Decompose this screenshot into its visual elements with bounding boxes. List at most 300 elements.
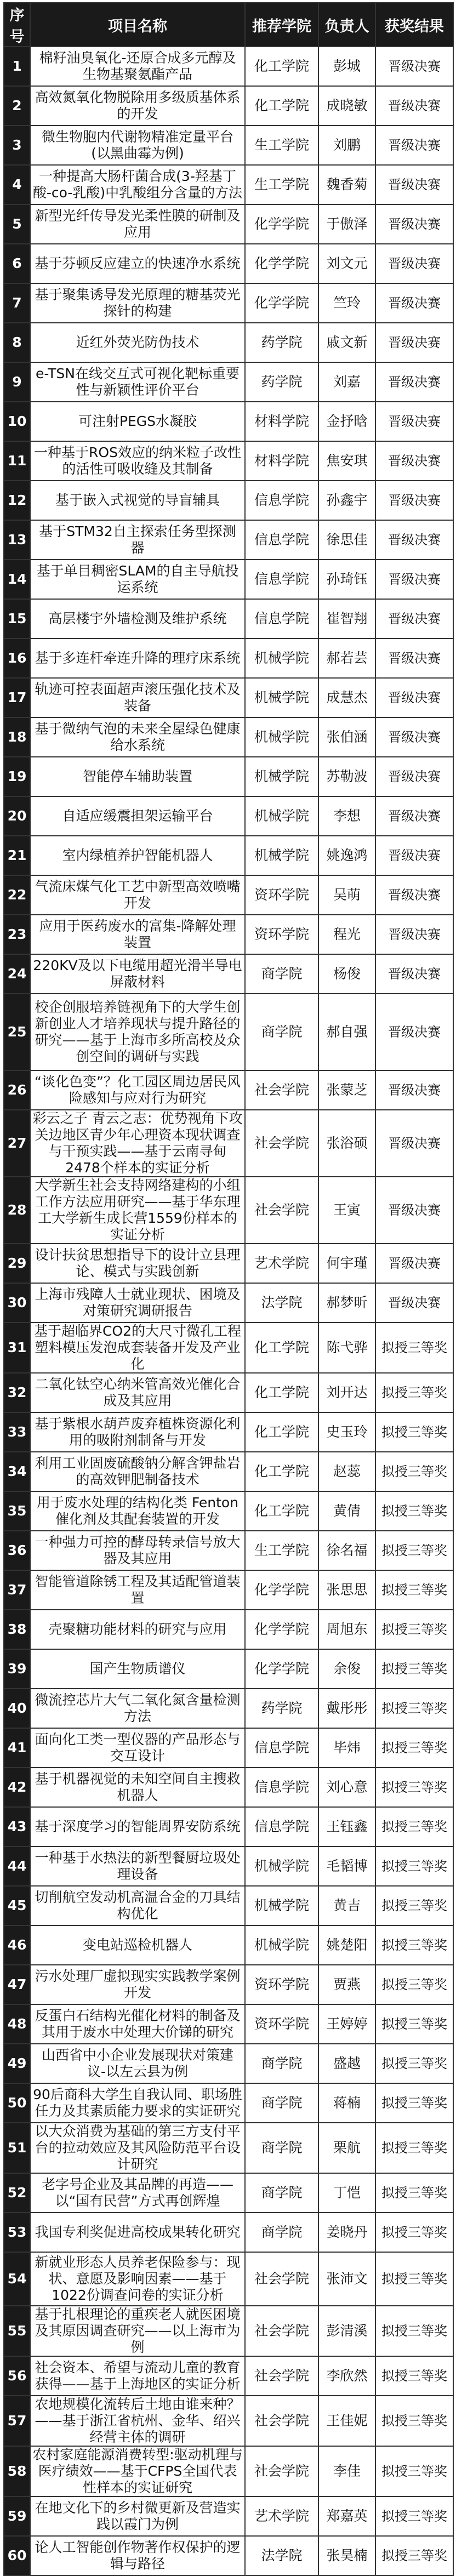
row-college: 社会学院: [245, 1070, 318, 1110]
row-result: 拟授三等奖: [375, 1531, 453, 1570]
row-project: 棉籽油臭氧化-还原合成多元醇及生物基聚氨酯产品: [30, 47, 245, 86]
row-leader: 王钰鑫: [318, 1807, 375, 1846]
row-project: 90后商科大学生自我认同、职场胜任力及其素质能力要求的实证研究: [30, 2083, 245, 2123]
row-college: 社会学院: [245, 2306, 318, 2356]
row-no: 58: [4, 2446, 30, 2497]
row-leader: 张思思: [318, 1570, 375, 1610]
table-row: [4, 47, 453, 86]
row-college: 化学学院: [245, 1570, 318, 1610]
row-leader: 李欣然: [318, 2356, 375, 2396]
row-project: 应用于医药废水的富集-降解处理装置: [30, 915, 245, 954]
row-result: 晋级决赛: [375, 1244, 453, 1283]
row-project: 近红外荧光防伪技术: [30, 323, 245, 362]
row-result: 晋级决赛: [375, 678, 453, 717]
row-result: 晋级决赛: [375, 481, 453, 520]
table-row: [4, 1886, 453, 1925]
row-leader: 刘开达: [318, 1373, 375, 1412]
row-no: 47: [4, 1965, 30, 2004]
row-college: 药学院: [245, 362, 318, 402]
row-no: 19: [4, 757, 30, 796]
table-row: [4, 1807, 453, 1846]
row-leader: 姜晓丹: [318, 2213, 375, 2252]
row-result: 拟授三等奖: [375, 1649, 453, 1689]
row-no: 46: [4, 1925, 30, 1965]
row-project: 高层楼宇外墙检测及维护系统: [30, 599, 245, 639]
row-result: 晋级决赛: [375, 1177, 453, 1244]
row-leader: 黄吉: [318, 1886, 375, 1925]
header-project: 项目名称: [30, 3, 245, 47]
row-result: 晋级决赛: [375, 639, 453, 678]
table-row: [4, 204, 453, 244]
row-no: 53: [4, 2213, 30, 2252]
row-college: 机械学院: [245, 678, 318, 717]
row-project: 基于多连杆牵连升降的理疗床系统: [30, 639, 245, 678]
row-project: 设计扶贫思想指导下的设计立县理论、模式与实践创新: [30, 1244, 245, 1283]
row-no: 60: [4, 2536, 30, 2575]
row-no: 35: [4, 1491, 30, 1531]
table-row: [4, 1965, 453, 2004]
table-row: [4, 1768, 453, 1807]
row-leader: 蒋楠: [318, 2083, 375, 2123]
row-project: 反蛋白石结构光催化材料的制备及其用于废水中处理大价锑的研究: [30, 2004, 245, 2044]
table-row: [4, 1323, 453, 1373]
table-row: [4, 2396, 453, 2446]
row-no: 2: [4, 86, 30, 126]
row-college: 材料学院: [245, 402, 318, 441]
table-row: [4, 560, 453, 599]
row-result: 晋级决赛: [375, 520, 453, 560]
table-row: [4, 1610, 453, 1649]
row-leader: 史玉玲: [318, 1412, 375, 1452]
row-no: 6: [4, 244, 30, 283]
row-no: 36: [4, 1531, 30, 1570]
table-row: [4, 2446, 453, 2497]
row-result: 晋级决赛: [375, 283, 453, 323]
table-row: [4, 2536, 453, 2575]
row-project: 新型光纤传导发光柔性膜的研制及应用: [30, 204, 245, 244]
row-project: 智能管道除锈工程及其适配管道装置: [30, 1570, 245, 1610]
row-result: 晋级决赛: [375, 126, 453, 165]
table-row: [4, 2173, 453, 2213]
row-no: 8: [4, 323, 30, 362]
table-row: [4, 1110, 453, 1177]
row-result: 拟授三等奖: [375, 2446, 453, 2497]
table-row: [4, 757, 453, 796]
row-project: 基于单目稠密SLAM的自主导航投运系统: [30, 560, 245, 599]
row-college: 社会学院: [245, 2356, 318, 2396]
award-table: [3, 2, 454, 2576]
row-no: 54: [4, 2252, 30, 2306]
row-project: 校企创服培养链视角下的大学生创新创业人才培养现状与提升路径的研究——基于上海市多所高校及众创空间的调研与实践: [30, 994, 245, 1070]
row-project: 基于芬顿反应建立的快速净水系统: [30, 244, 245, 283]
row-no: 3: [4, 126, 30, 165]
row-leader: 戚文新: [318, 323, 375, 362]
row-no: 18: [4, 717, 30, 757]
row-no: 24: [4, 954, 30, 994]
table-row: [4, 2356, 453, 2396]
table-row: [4, 2004, 453, 2044]
row-leader: 王佳妮: [318, 2396, 375, 2446]
row-college: 材料学院: [245, 441, 318, 481]
row-project: 社会资本、希望与流动儿童的教育获得——基于上海地区的实证分析: [30, 2356, 245, 2396]
row-project: 大学新生社会支持网络建构的小组工作方法应用研究——基于华东理工大学新生成长营1559份样本的实证分析: [30, 1177, 245, 1244]
row-project: 变电站巡检机器人: [30, 1925, 245, 1965]
row-leader: 戴彤彤: [318, 1689, 375, 1728]
row-no: 56: [4, 2356, 30, 2396]
row-college: 化学学院: [245, 204, 318, 244]
row-no: 40: [4, 1689, 30, 1728]
row-no: 37: [4, 1570, 30, 1610]
row-no: 43: [4, 1807, 30, 1846]
row-project: 在地文化下的乡村微更新及营造实践以霞门为例: [30, 2497, 245, 2536]
row-project: 老字号企业及其品牌的再造——以“国有民营”方式再创辉煌: [30, 2173, 245, 2213]
row-college: 社会学院: [245, 2252, 318, 2306]
row-project: 污水处理厂虚拟现实实践教学案例开发: [30, 1965, 245, 2004]
row-no: 48: [4, 2004, 30, 2044]
row-leader: 魏香菊: [318, 165, 375, 204]
row-no: 15: [4, 599, 30, 639]
row-leader: 姚楚阳: [318, 1925, 375, 1965]
table-row: [4, 2083, 453, 2123]
row-no: 11: [4, 441, 30, 481]
table-row: [4, 1925, 453, 1965]
table-row: [4, 520, 453, 560]
row-project: 基于超临界CO2的大尺寸微孔工程塑料模压发泡成套装备开发及产业化: [30, 1323, 245, 1373]
row-result: 拟授三等奖: [375, 1412, 453, 1452]
table-row: [4, 1452, 453, 1491]
row-project: 面向化工类一型仪器的产品形态与交互设计: [30, 1728, 245, 1768]
row-leader: 姚逸鸿: [318, 836, 375, 875]
table-row: [4, 2123, 453, 2173]
row-project: 我国专利奖促进高校成果转化研究: [30, 2213, 245, 2252]
table-body: [4, 47, 453, 2575]
row-project: 新就业形态人员养老保险参与：现状、意愿及影响因素——基于1022份调查问卷的实证分析: [30, 2252, 245, 2306]
row-college: 药学院: [245, 323, 318, 362]
row-project: 基于紫根水葫芦废弃植株资源化利用的吸附剂制备与开发: [30, 1412, 245, 1452]
row-project: 论人工智能创作物著作权保护的逻辑与路径: [30, 2536, 245, 2575]
row-result: 拟授三等奖: [375, 1610, 453, 1649]
row-college: 机械学院: [245, 1886, 318, 1925]
table-row: [4, 244, 453, 283]
row-result: 拟授三等奖: [375, 1323, 453, 1373]
row-leader: 栗航: [318, 2123, 375, 2173]
row-result: 拟授三等奖: [375, 1965, 453, 2004]
row-college: 化学学院: [245, 244, 318, 283]
table-row: [4, 599, 453, 639]
row-college: 商学院: [245, 994, 318, 1070]
row-result: 拟授三等奖: [375, 2123, 453, 2173]
row-project: 农地规模化流转后土地由谁来种？——基于浙江省杭州、金华、绍兴经营主体的调研: [30, 2396, 245, 2446]
row-result: 拟授三等奖: [375, 2306, 453, 2356]
row-result: 晋级决赛: [375, 717, 453, 757]
row-result: 晋级决赛: [375, 362, 453, 402]
row-no: 34: [4, 1452, 30, 1491]
row-leader: 刘鹏: [318, 126, 375, 165]
row-college: 艺术学院: [245, 1244, 318, 1283]
table-row: [4, 836, 453, 875]
row-result: 晋级决赛: [375, 323, 453, 362]
row-result: 晋级决赛: [375, 204, 453, 244]
row-result: 拟授三等奖: [375, 1689, 453, 1728]
row-no: 59: [4, 2497, 30, 2536]
row-result: 拟授三等奖: [375, 1925, 453, 1965]
row-college: 信息学院: [245, 599, 318, 639]
row-college: 化工学院: [245, 1452, 318, 1491]
row-result: 拟授三等奖: [375, 2536, 453, 2575]
table-row: [4, 1531, 453, 1570]
row-project: 基于STM32自主探索任务型探测器: [30, 520, 245, 560]
row-project: 220KV及以下电缆用超光滑半导电屏蔽材料: [30, 954, 245, 994]
row-leader: 张蒙芝: [318, 1070, 375, 1110]
table-row: [4, 1244, 453, 1283]
row-leader: 周旭东: [318, 1610, 375, 1649]
row-no: 22: [4, 875, 30, 915]
row-project: 室内绿植养护智能机器人: [30, 836, 245, 875]
row-college: 法学院: [245, 2536, 318, 2575]
row-project: 轨迹可控表面超声滚压强化技术及装备: [30, 678, 245, 717]
row-project: 利用工业固废硫酸钠分解含钾盐岩的高效钾肥制备技术: [30, 1452, 245, 1491]
table-row: [4, 1412, 453, 1452]
row-college: 信息学院: [245, 481, 318, 520]
header-result: 获奖结果: [375, 3, 453, 47]
row-college: 信息学院: [245, 560, 318, 599]
row-no: 17: [4, 678, 30, 717]
table-row: [4, 717, 453, 757]
row-college: 商学院: [245, 954, 318, 994]
row-project: 二氧化钛空心纳米管高效光催化合成及其应用: [30, 1373, 245, 1412]
row-college: 社会学院: [245, 1177, 318, 1244]
row-result: 晋级决赛: [375, 836, 453, 875]
row-no: 1: [4, 47, 30, 86]
row-college: 机械学院: [245, 757, 318, 796]
row-leader: 陈弋骅: [318, 1323, 375, 1373]
row-leader: 王婷婷: [318, 2004, 375, 2044]
row-leader: 何宇瑾: [318, 1244, 375, 1283]
row-project: 农村家庭能源消费转型:驱动机理与医疗绩效——基于CFPS全国代表性样本的实证研究: [30, 2446, 245, 2497]
row-project: 基于微纳气泡的未来全屋绿色健康给水系统: [30, 717, 245, 757]
row-leader: 孙琦钰: [318, 560, 375, 599]
row-leader: 郝若芸: [318, 639, 375, 678]
row-project: 壳聚糖功能材料的研究与应用: [30, 1610, 245, 1649]
row-no: 14: [4, 560, 30, 599]
row-result: 晋级决赛: [375, 1070, 453, 1110]
table-row: [4, 126, 453, 165]
row-project: 一种基于ROS效应的纳米粒子改性的活性可吸收缝及其制备: [30, 441, 245, 481]
row-college: 资环学院: [245, 875, 318, 915]
table-row: [4, 323, 453, 362]
row-leader: 王寅: [318, 1177, 375, 1244]
row-project: 一种基于水热法的新型餐厨垃圾处理设备: [30, 1846, 245, 1886]
table-row: [4, 2497, 453, 2536]
row-result: 拟授三等奖: [375, 2497, 453, 2536]
table-row: [4, 994, 453, 1070]
row-no: 49: [4, 2044, 30, 2083]
row-leader: 贾燕: [318, 1965, 375, 2004]
row-college: 机械学院: [245, 836, 318, 875]
row-college: 社会学院: [245, 1110, 318, 1177]
row-leader: 徐思佳: [318, 520, 375, 560]
row-no: 5: [4, 204, 30, 244]
row-college: 化学学院: [245, 1610, 318, 1649]
row-result: 晋级决赛: [375, 1283, 453, 1323]
row-leader: 丁恺: [318, 2173, 375, 2213]
row-college: 商学院: [245, 2044, 318, 2083]
row-result: 晋级决赛: [375, 875, 453, 915]
row-leader: 成晓敏: [318, 86, 375, 126]
row-no: 7: [4, 283, 30, 323]
row-college: 化工学院: [245, 1373, 318, 1412]
row-project: 气流床煤气化工艺中新型高效喷嘴开发: [30, 875, 245, 915]
row-result: 晋级决赛: [375, 796, 453, 836]
row-result: 拟授三等奖: [375, 2044, 453, 2083]
table-row: [4, 1846, 453, 1886]
row-college: 化学学院: [245, 283, 318, 323]
row-leader: 杨俊: [318, 954, 375, 994]
row-leader: 毕炜: [318, 1728, 375, 1768]
row-result: 拟授三等奖: [375, 1452, 453, 1491]
row-project: 基于机器视觉的未知空间自主搜救机器人: [30, 1768, 245, 1807]
table-row: [4, 165, 453, 204]
row-college: 机械学院: [245, 1846, 318, 1886]
row-leader: 吴萌: [318, 875, 375, 915]
row-result: 拟授三等奖: [375, 2356, 453, 2396]
table-row: [4, 875, 453, 915]
row-no: 45: [4, 1886, 30, 1925]
table-row: [4, 2252, 453, 2306]
row-no: 13: [4, 520, 30, 560]
row-no: 55: [4, 2306, 30, 2356]
row-result: 拟授三等奖: [375, 1846, 453, 1886]
row-leader: 徐名福: [318, 1531, 375, 1570]
row-leader: 焦安琪: [318, 441, 375, 481]
row-college: 信息学院: [245, 1728, 318, 1768]
row-leader: 毛韬博: [318, 1846, 375, 1886]
table-row: [4, 1283, 453, 1323]
row-project: 山西省中小企业发展现状对策建议-以左云县为例: [30, 2044, 245, 2083]
row-college: 生工学院: [245, 1531, 318, 1570]
row-leader: 郝梦昕: [318, 1283, 375, 1323]
table-row: [4, 1570, 453, 1610]
row-college: 化工学院: [245, 47, 318, 86]
row-no: 10: [4, 402, 30, 441]
table-row: [4, 2306, 453, 2356]
row-college: 信息学院: [245, 1807, 318, 1846]
row-no: 4: [4, 165, 30, 204]
row-project: “谈化色变”？化工园区周边居民风险感知与应对行为研究: [30, 1070, 245, 1110]
row-no: 21: [4, 836, 30, 875]
table-row: [4, 915, 453, 954]
row-result: 拟授三等奖: [375, 1886, 453, 1925]
row-project: 国产生物质谱仪: [30, 1649, 245, 1689]
table-row: [4, 1070, 453, 1110]
row-college: 化工学院: [245, 1323, 318, 1373]
row-leader: 郑嘉英: [318, 2497, 375, 2536]
row-result: 晋级决赛: [375, 994, 453, 1070]
row-college: 机械学院: [245, 1925, 318, 1965]
row-project: 上海市残障人士就业现状、困境及对策研究调研报告: [30, 1283, 245, 1323]
row-college: 资环学院: [245, 1965, 318, 2004]
row-no: 25: [4, 994, 30, 1070]
table-row: [4, 441, 453, 481]
row-result: 晋级决赛: [375, 560, 453, 599]
row-no: 42: [4, 1768, 30, 1807]
row-no: 57: [4, 2396, 30, 2446]
row-project: 以大众消费为基础的第三方支付平台的拉动效应及其风险防范平台设计研究: [30, 2123, 245, 2173]
row-college: 化工学院: [245, 86, 318, 126]
row-college: 信息学院: [245, 520, 318, 560]
row-leader: 孙鑫宇: [318, 481, 375, 520]
row-college: 商学院: [245, 2123, 318, 2173]
row-college: 资环学院: [245, 915, 318, 954]
row-leader: 彭清溪: [318, 2306, 375, 2356]
row-college: 机械学院: [245, 796, 318, 836]
row-college: 机械学院: [245, 639, 318, 678]
row-college: 信息学院: [245, 1768, 318, 1807]
row-result: 晋级决赛: [375, 441, 453, 481]
table-row: [4, 678, 453, 717]
row-no: 32: [4, 1373, 30, 1412]
row-result: 拟授三等奖: [375, 1373, 453, 1412]
row-no: 41: [4, 1728, 30, 1768]
table-row: [4, 1728, 453, 1768]
row-college: 商学院: [245, 2173, 318, 2213]
row-no: 27: [4, 1110, 30, 1177]
row-project: 自适应缓震担架运输平台: [30, 796, 245, 836]
row-project: 一种强力可控的酵母转录信号放大器及其应用: [30, 1531, 245, 1570]
table-row: [4, 2044, 453, 2083]
row-no: 39: [4, 1649, 30, 1689]
table-row: [4, 954, 453, 994]
row-project: 切削航空发动机高温合金的刀具结构优化: [30, 1886, 245, 1925]
row-project: 智能停车辅助装置: [30, 757, 245, 796]
row-no: 44: [4, 1846, 30, 1886]
row-leader: 赵蕊: [318, 1452, 375, 1491]
row-college: 化工学院: [245, 1491, 318, 1531]
row-no: 51: [4, 2123, 30, 2173]
table-row: [4, 362, 453, 402]
row-result: 拟授三等奖: [375, 2213, 453, 2252]
row-college: 生工学院: [245, 165, 318, 204]
row-college: 资环学院: [245, 2004, 318, 2044]
row-project: 高效氮氧化物脱除用多级质基体系的开发: [30, 86, 245, 126]
row-no: 29: [4, 1244, 30, 1283]
row-project: 基于聚集诱导发光原理的糖基荧光探针的构建: [30, 283, 245, 323]
table-row: [4, 86, 453, 126]
row-project: 微流控芯片大气二氧化氮含量检测方法: [30, 1689, 245, 1728]
header-college: 推荐学院: [245, 3, 318, 47]
row-no: 52: [4, 2173, 30, 2213]
table-row: [4, 1689, 453, 1728]
row-project: 一种提高大肠杆菌合成(3-羟基丁酸-co-乳酸)中乳酸组分含量的方法: [30, 165, 245, 204]
row-college: 药学院: [245, 1689, 318, 1728]
table-row: [4, 1491, 453, 1531]
row-project: 可注射PEGS水凝胶: [30, 402, 245, 441]
row-project: 基于扎根理论的重疾老人就医困境及其原因调查研究——以上海市为例: [30, 2306, 245, 2356]
row-leader: 郝自强: [318, 994, 375, 1070]
row-result: 晋级决赛: [375, 757, 453, 796]
row-leader: 成慧杰: [318, 678, 375, 717]
row-result: 拟授三等奖: [375, 1768, 453, 1807]
row-leader: 张浴硕: [318, 1110, 375, 1177]
table-row: [4, 639, 453, 678]
table-row: [4, 2213, 453, 2252]
row-project: 彩云之子 青云之志：优势视角下攻关边地区青少年心理资本现状调查与干预实践——基于云南寻甸2478个样本的实证分析: [30, 1110, 245, 1177]
row-no: 38: [4, 1610, 30, 1649]
table-row: [4, 283, 453, 323]
row-result: 晋级决赛: [375, 165, 453, 204]
row-leader: 刘文元: [318, 244, 375, 283]
row-result: 拟授三等奖: [375, 1728, 453, 1768]
